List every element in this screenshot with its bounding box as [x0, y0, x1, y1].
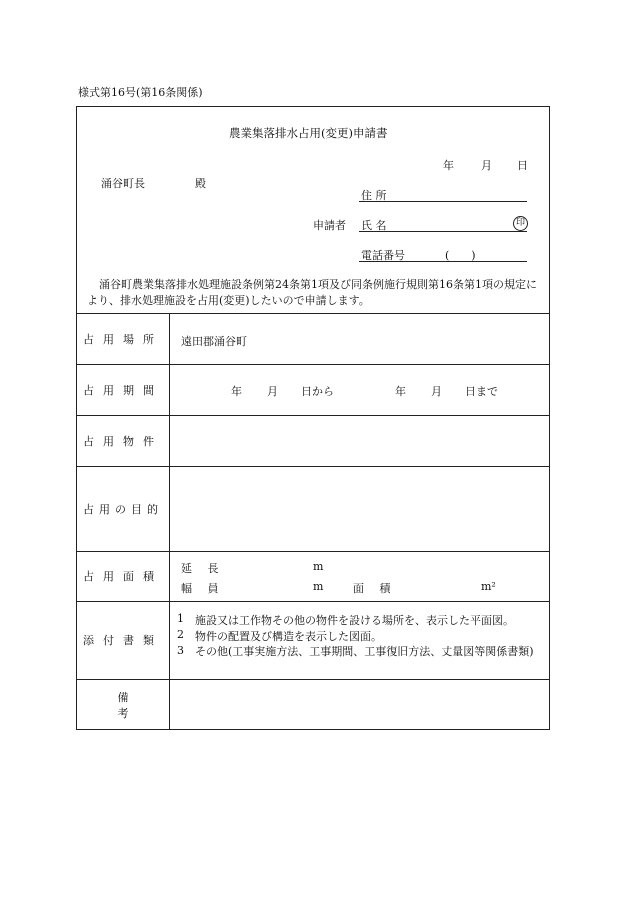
period-to-day[interactable]: 日まで: [465, 385, 498, 398]
address-input-line[interactable]: [359, 201, 527, 202]
date-month-label[interactable]: 月: [481, 159, 492, 172]
purpose-value-field[interactable]: [170, 467, 550, 550]
purpose-label: 占用の目的: [83, 502, 163, 516]
attachment-num: 3: [177, 644, 184, 657]
attachment-text: 施設又は工作物その他の物件を設ける場所を、表示した平面図。: [195, 614, 514, 627]
date-year-label[interactable]: 年: [443, 159, 454, 172]
name-input-line[interactable]: [359, 231, 527, 232]
location-label: 占用場所: [83, 332, 163, 346]
form-title: 農業集落排水占用(変更)申請書: [229, 126, 388, 140]
remarks-value-field[interactable]: [170, 680, 550, 729]
date-day-label[interactable]: 日: [517, 159, 528, 172]
attachments-label: 添付書類: [83, 634, 163, 647]
area-unit[interactable]: m²: [481, 580, 496, 593]
phone-parens: ( ): [445, 249, 476, 262]
attachment-num: 2: [177, 628, 184, 641]
width-unit[interactable]: m: [313, 580, 324, 593]
attachment-num: 1: [177, 612, 184, 625]
address-label: 住 所: [361, 189, 387, 202]
area-sub-label: 面 積: [353, 582, 397, 595]
applicant-label: 申請者: [313, 219, 346, 232]
statement-text: 涌谷町農業集落排水処理施設条例第24条第1項及び同条例施行規則第16条第1項の規定により、排水処理施設を占用(変更)したいので申請します。: [87, 278, 537, 307]
area-label: 占用面積: [83, 570, 163, 583]
seal-mark: 印: [513, 216, 528, 231]
length-label: 延 長: [181, 562, 225, 575]
addressee-honorific: 殿: [195, 177, 206, 190]
attachment-text: 物件の配置及び構造を表示した図面。: [195, 630, 382, 643]
object-label: 占用物件: [83, 434, 163, 448]
remarks-label: 備考: [117, 690, 185, 720]
period-from-day[interactable]: 日から: [301, 385, 334, 398]
width-label: 幅 員: [181, 582, 225, 595]
form-number: 様式第16号(第16条関係): [78, 86, 203, 99]
location-value[interactable]: 遠田郡涌谷町: [181, 335, 247, 348]
phone-input-line[interactable]: [359, 261, 527, 262]
name-label: 氏 名: [361, 219, 387, 232]
period-from-year[interactable]: 年: [231, 385, 242, 398]
period-to-month[interactable]: 月: [431, 385, 442, 398]
addressee-name: 涌谷町長: [101, 177, 145, 190]
length-unit[interactable]: m: [313, 560, 324, 573]
attachment-text: その他(工事実施方法、工事期間、工事復旧方法、丈量図等関係書類): [195, 645, 534, 658]
application-form: [76, 106, 550, 730]
period-label: 占用期間: [83, 383, 163, 397]
phone-label: 電話番号: [361, 249, 405, 262]
period-to-year[interactable]: 年: [395, 385, 406, 398]
object-value-field[interactable]: [170, 416, 550, 465]
period-from-month[interactable]: 月: [267, 385, 278, 398]
